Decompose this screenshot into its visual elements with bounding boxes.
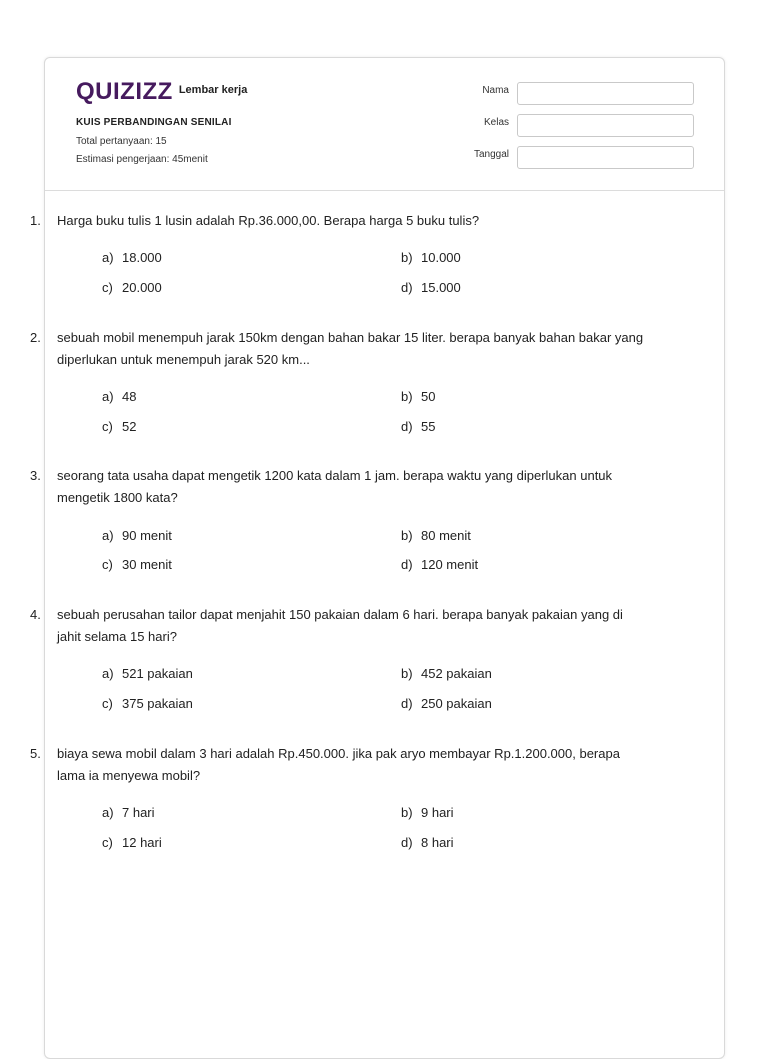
total-questions: Total pertanyaan: 15 [76, 136, 167, 147]
name-field[interactable] [517, 82, 694, 105]
class-field[interactable] [517, 114, 694, 137]
option-a: a) 48 [102, 389, 137, 404]
option-c: c) 375 pakaian [102, 696, 193, 711]
question-number: 1. [30, 213, 41, 228]
option-a: a) 521 pakaian [102, 666, 193, 681]
option-b: b) 50 [401, 389, 436, 404]
question-number: 4. [30, 607, 41, 622]
worksheet-label: Lembar kerja [178, 84, 248, 96]
question-number: 2. [30, 330, 41, 345]
option-c: c) 30 menit [102, 557, 172, 572]
worksheet-header [45, 58, 724, 191]
quiz-title: KUIS PERBANDINGAN SENILAI [76, 117, 232, 128]
option-d: d) 8 hari [401, 835, 454, 850]
option-d: d) 15.000 [401, 280, 461, 295]
question-text: sebuah perusahan tailor dapat menjahit 150 pakaian dalam 6 hari. berapa banyak pakaian yang di jahit selama 15 hari? [57, 607, 623, 644]
option-b: b) 9 hari [401, 805, 454, 820]
option-d: d) 250 pakaian [401, 696, 492, 711]
option-a: a) 7 hari [102, 805, 155, 820]
question-text: sebuah mobil menempuh jarak 150km dengan bahan bakar 15 liter. berapa banyak bahan bakar yang diperlukan untuk menempuh jarak 520 km... [57, 330, 644, 367]
class-label: Kelas [483, 117, 509, 128]
time-estimate: Estimasi pengerjaan: 45menit [76, 154, 208, 165]
question-text: biaya sewa mobil dalam 3 hari adalah Rp.450.000. jika pak aryo membayar Rp.1.200.000, berapa lama ia menyewa mobil? [57, 746, 620, 783]
logo-row [76, 80, 247, 104]
quizizz-logo: QUIZIZZ [76, 78, 173, 105]
option-d: d) 120 menit [401, 557, 479, 572]
option-c: c) 12 hari [102, 835, 162, 850]
option-c: c) 52 [102, 419, 137, 434]
option-b: b) 10.000 [401, 250, 461, 265]
option-d: d) 55 [401, 419, 436, 434]
option-b: b) 452 pakaian [401, 666, 492, 681]
option-b: b) 80 menit [401, 528, 471, 543]
option-a: a) 18.000 [102, 250, 162, 265]
question-number: 5. [30, 746, 41, 761]
question-number: 3. [30, 468, 41, 483]
question-text: Harga buku tulis 1 lusin adalah Rp.36.000,00. Berapa harga 5 buku tulis? [57, 213, 480, 228]
date-field[interactable] [517, 146, 694, 169]
question-text: seorang tata usaha dapat mengetik 1200 kata dalam 1 jam. berapa waktu yang diperlukan untuk mengetik 1800 kata? [57, 468, 613, 505]
option-a: a) 90 menit [102, 528, 172, 543]
option-c: c) 20.000 [102, 280, 162, 295]
name-label: Nama [482, 85, 509, 96]
date-label: Tanggal [473, 149, 509, 160]
